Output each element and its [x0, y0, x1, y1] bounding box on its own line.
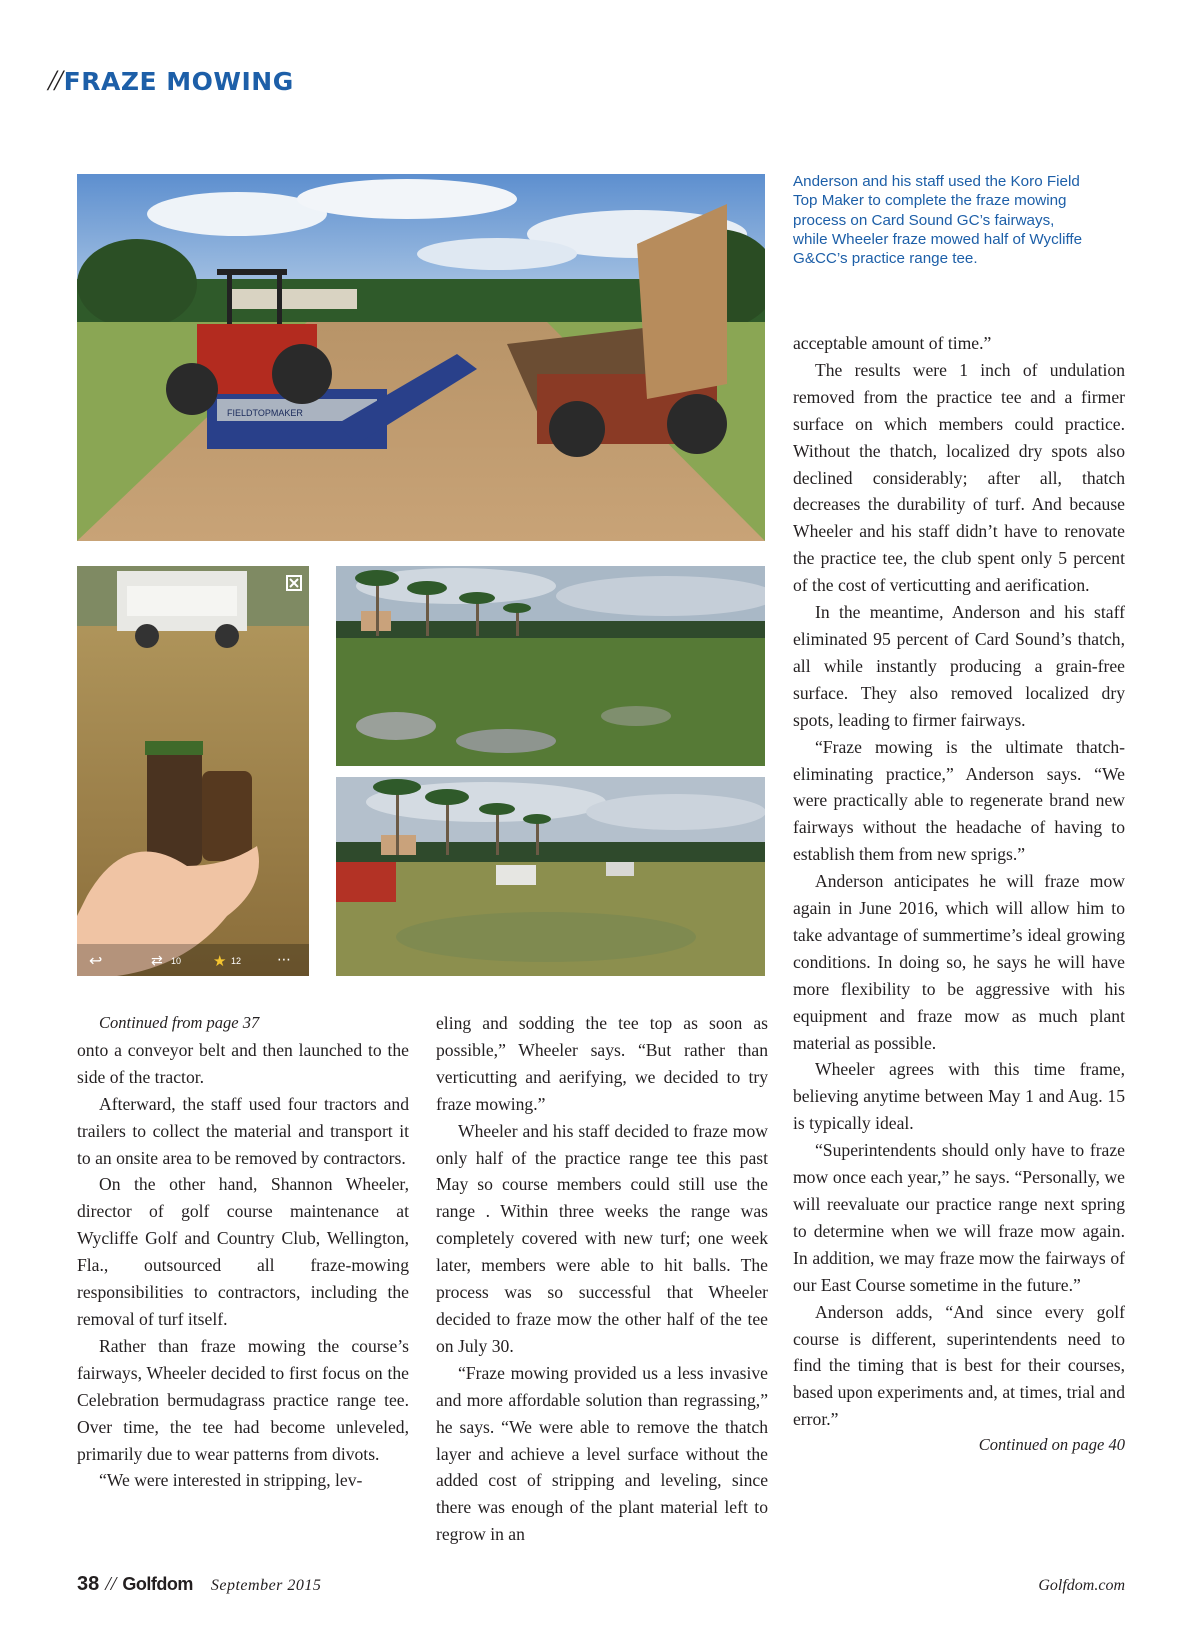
article-paragraph: Wheeler agrees with this time frame, believing anytime between May 1 and Aug. 15 is typically ideal.	[793, 1059, 1125, 1134]
article-paragraph: acceptable amount of time.”	[793, 333, 992, 353]
more-icon[interactable]: ⋯	[277, 952, 291, 968]
article-paragraph: eling and sodding the tee top as soon as possible,” Wheeler says. “But rather than verticutting and aerifying, we decided to try fraze mowing.”	[436, 1013, 768, 1114]
continued-on: Continued on page 40	[978, 1435, 1125, 1455]
article-paragraph: Rather than fraze mowing the course’s fairways, Wheeler decided to first focus on the Celebration bermudagrass practice range tee. Over time, the tee had become unleveled, primarily due to wear patterns from divots.	[77, 1335, 409, 1464]
page-footer	[77, 1573, 1125, 1603]
article-paragraph: Wheeler and his staff decided to fraze mow only half of the practice range tee this past May so course members could still use the range . Within three weeks the range was completely covered with new turf; one week later, members were able to hit balls. The process was so successful that Wheeler decided to fraze mow the other half of the tee on July 30.	[436, 1120, 768, 1356]
article-paragraph: In the meantime, Anderson and his staff eliminated 95 percent of Card Sound’s thatch, all while instantly producing a grain-free surface. They also removed localized dry spots, leading to firmer fairways.	[793, 602, 1125, 730]
footer-brand: Golfdom	[122, 1574, 193, 1594]
article-paragraph: Anderson anticipates he will fraze mow again in June 2016, which will allow him to take advantage of summertime’s ideal growing conditions. In doing so, he says he will have more flexibility to be aggressive with his equipment and fraze mow as much plant material as possible.	[793, 871, 1125, 1053]
website-url[interactable]: Golfdom.com	[1038, 1577, 1125, 1594]
favorite-count: 12	[231, 956, 242, 966]
continued-from: Continued from page 37	[99, 1013, 260, 1032]
star-icon[interactable]: ★	[213, 952, 227, 970]
article-column-right	[793, 330, 1125, 1457]
machine-label: FIELDTOPMAKER	[227, 408, 303, 418]
article-column-left	[77, 1010, 409, 1494]
photo-caption: Anderson and his staff used the Koro Field Top Maker to complete the fraze mowing process on Card Sound GC’s fairways, while Wheeler fraze mowed half of Wycliffe G&CC’s practice range tee.	[793, 173, 1083, 268]
section-title: FRAZE MOWING	[63, 67, 294, 96]
photo-practice-range-bottom	[336, 777, 765, 976]
photo-soil-core-phone	[77, 566, 309, 976]
section-slashes: //	[48, 64, 61, 97]
retweet-count: 10	[171, 956, 182, 966]
article-paragraph: “Fraze mowing provided us a less invasive and more affordable solution than regrassing,” he says. “We were able to remove the thatch layer and achieve a level surface without the added cost of stripping and leveling, since there was enough of the plant material left to regrow in an	[436, 1362, 768, 1545]
retweet-icon[interactable]: ⇄	[151, 953, 163, 969]
photo-practice-range-top	[336, 566, 765, 766]
article-paragraph: Afterward, the staff used four tractors and trailers to collect the material and transport it to an onsite area to be removed by contractors.	[77, 1093, 409, 1168]
photo-tractor-fraze-mowing	[77, 174, 765, 541]
article-column-middle	[436, 1010, 768, 1548]
article-paragraph: Anderson adds, “And since every golf course is different, superintendents need to find the timing that is best for their courses, based upon experiments and, at times, trial and error.”	[793, 1301, 1125, 1430]
article-paragraph: The results were 1 inch of undulation removed from the practice tee and a firmer surface on which members could practice. Without the thatch, localized dry spots also declined considerably; after all, thatch decreases the durability of turf. And because Wheeler and his staff didn’t have to renovate the practice tee, the club spent only 5 percent of the cost of verticutting and aerification.	[793, 359, 1125, 596]
article-paragraph: “Fraze mowing is the ultimate thatch-eliminating practice,” Anderson says. “We were practically able to regenerate brand new fairways without the headache of having to establish them from new sprigs.”	[793, 736, 1125, 865]
article-paragraph: “We were interested in stripping, lev-	[99, 1470, 363, 1491]
article-paragraph: onto a conveyor belt and then launched to the side of the tractor.	[77, 1039, 409, 1087]
reply-icon[interactable]: ↩	[89, 951, 103, 970]
issue-date: September 2015	[210, 1577, 322, 1594]
section-header	[48, 64, 294, 98]
article-paragraph: On the other hand, Shannon Wheeler, director of golf course maintenance at Wycliffe Golf and Country Club, Wellington, Fla., outsourced all fraze-mowing responsibilities to contractors, including the removal of turf itself.	[77, 1174, 409, 1329]
footer-slashes: //	[105, 1573, 117, 1595]
page-number: 38	[77, 1573, 100, 1595]
article-paragraph: “Superintendents should only have to fraze mow once each year,” he says. “Personally, we will reevaluate our practice range next spring to determine when we will fraze mow again. In addition, we may fraze mow the fairways of our East Course sometime in the future.”	[793, 1140, 1125, 1295]
